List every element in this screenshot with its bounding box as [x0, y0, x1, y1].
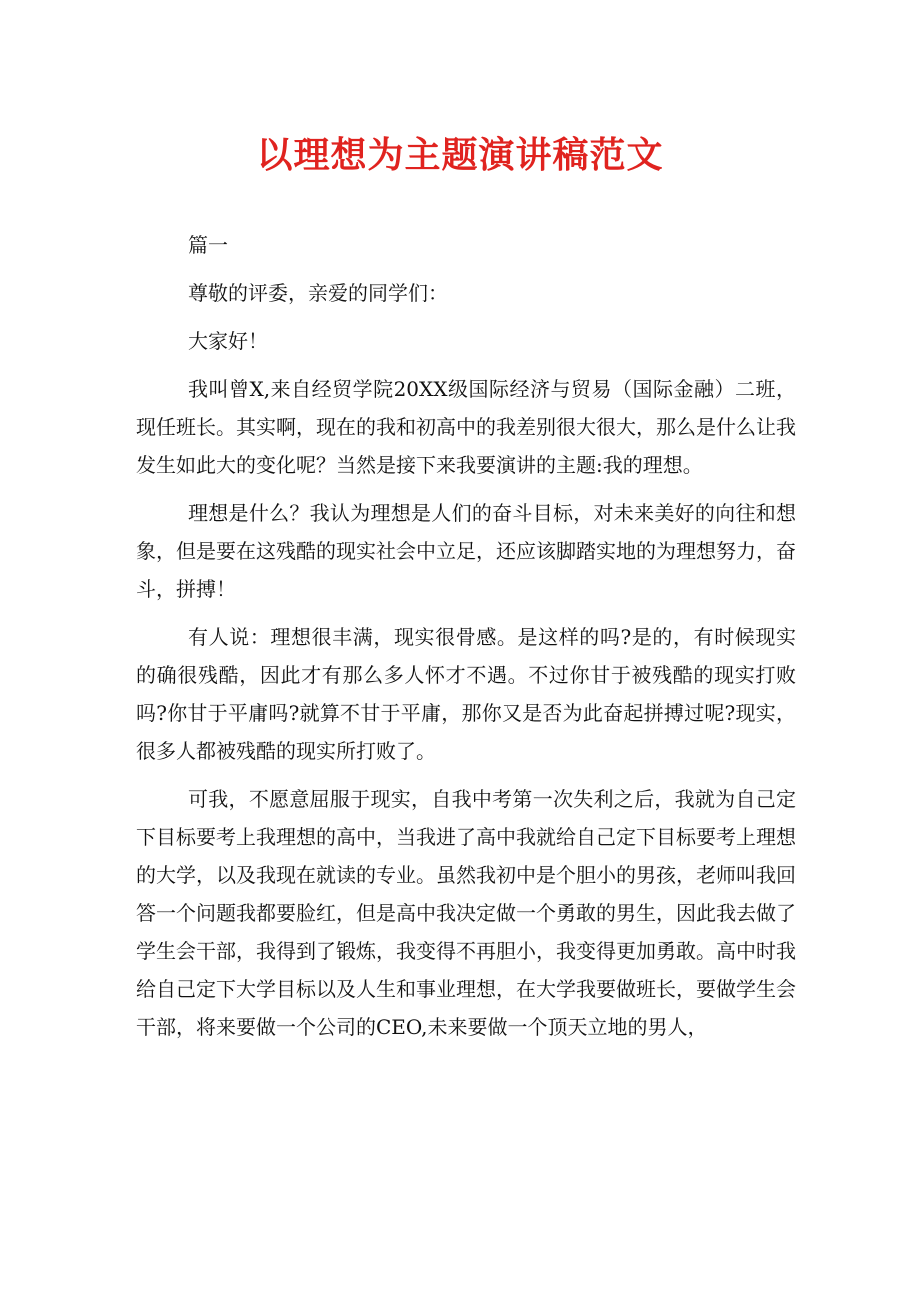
paragraph: 我叫曾X,来自经贸学院20XX级国际经济与贸易（国际金融）二班，现任班长。其实啊，现在的我和初高中的我差别很大很大，那么是什么让我发生如此大的变化呢？当然是接下来我要演讲的主题:我的理想。: [136, 377, 796, 477]
greeting: 大家好！: [188, 329, 268, 353]
salutation: 尊敬的评委，亲爱的同学们：: [188, 281, 448, 305]
document-title: 以理想为主题演讲稿范文: [256, 135, 664, 176]
paragraph: 可我，不愿意屈服于现实，自我中考第一次失利之后，我就为自己定下目标要考上我理想的高中，当我进了高中我就给自己定下目标要考上理想的大学，以及我现在就读的专业。虽然我初中是个胆小的男孩，老师叫我回答一个问题我都要脸红，但是高中我决定做一个勇敢的男生，因此我去做了学生会干部，我得到了锻炼，我变得不再胆小，我变得更加勇敢。高中时我给自己定下大学目标以及人生和事业理想，在大学我要做班长，要做学生会干部，将来要做一个公司的CEO,未来要做一个顶天立地的男人，: [136, 787, 796, 1039]
paragraph: 有人说：理想很丰满，现实很骨感。是这样的吗?是的，有时候现实的确很残酷，因此才有那么多人怀才不遇。不过你甘于被残酷的现实打败吗?你甘于平庸吗?就算不甘于平庸，那你又是否为此奋起拼搏过呢?现实，很多人都被残酷的现实所打败了。: [136, 625, 796, 763]
section-heading: 篇一: [188, 233, 228, 257]
document-body: [136, 226, 796, 1056]
paragraph: 理想是什么？我认为理想是人们的奋斗目标，对未来美好的向往和想象，但是要在这残酷的现实社会中立足，还应该脚踏实地的为理想努力，奋斗，拼搏！: [136, 501, 796, 601]
